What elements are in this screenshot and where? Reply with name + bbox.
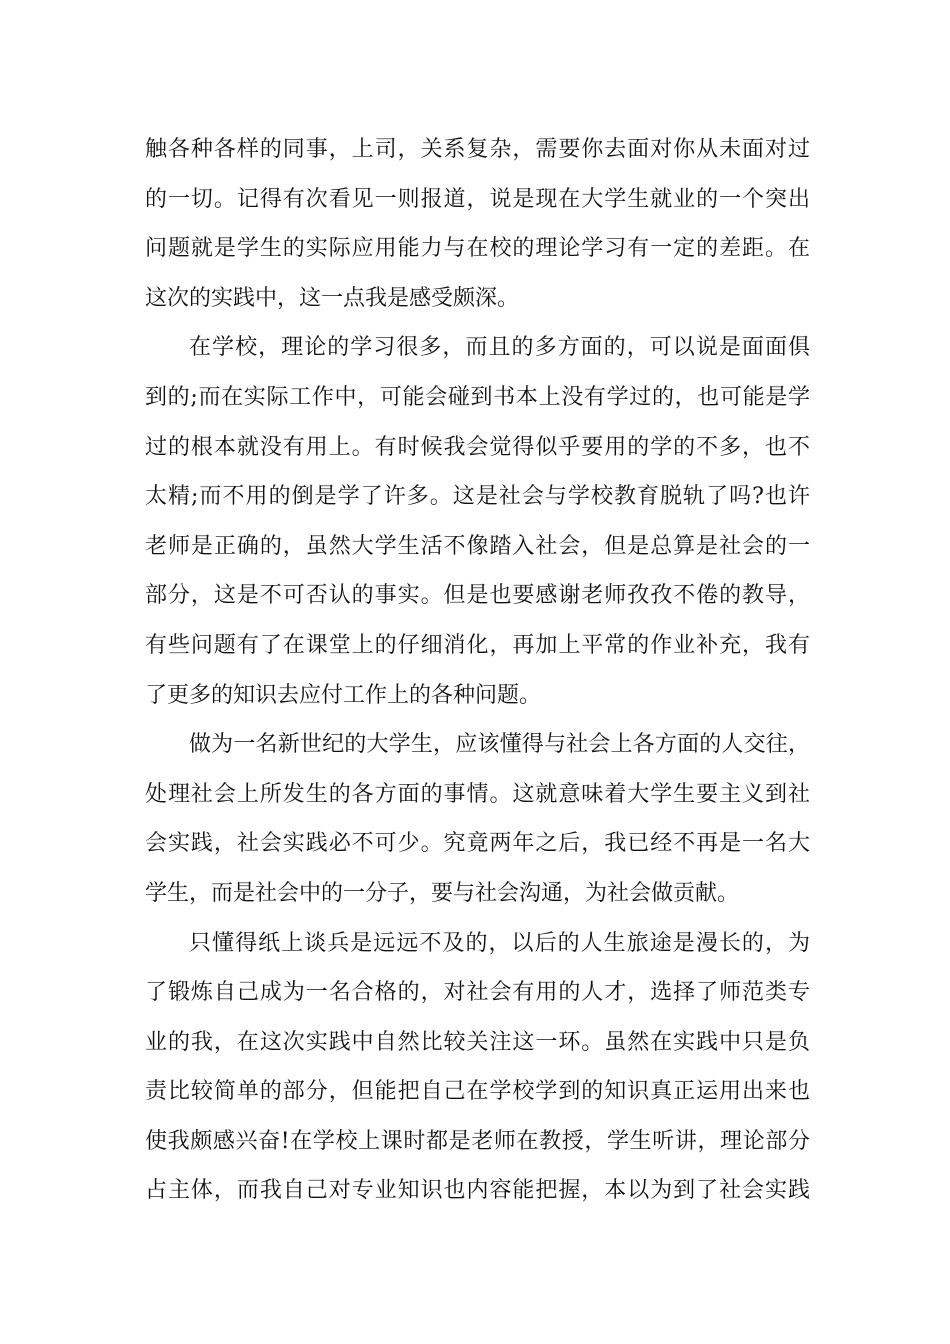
text-line: 学生，而是社会中的一分子，要与社会沟通，为社会做贡献。 <box>145 880 740 906</box>
text-line: 触各种各样的同事，上司，关系复杂，需要你去面对你从未面对过 <box>145 137 810 162</box>
text-line: 使我颇感兴奋!在学校上课时都是老师在教授，学生听讲，理论部分 <box>145 1128 810 1154</box>
text-line: 部分，这是不可否认的事实。但是也要感谢老师孜孜不倦的教导， <box>145 583 810 609</box>
text-line: 只懂得纸上谈兵是远远不及的，以后的人生旅途是漫长的，为 <box>189 930 810 956</box>
paragraph <box>145 919 810 1217</box>
text-line: 这次的实践中，这一点我是感受颇深。 <box>145 285 520 311</box>
text-line: 了更多的知识去应付工作上的各种问题。 <box>145 682 542 708</box>
text-line: 会实践，社会实践必不可少。究竟两年之后，我已经不再是一名大 <box>145 831 810 857</box>
paragraph <box>145 323 810 720</box>
text-line: 占主体，而我自己对专业知识也内容能把握，本以为到了社会实践 <box>145 1178 810 1204</box>
text-line: 在学校，理论的学习很多，而且的多方面的，可以说是面面俱 <box>189 335 810 361</box>
text-line: 处理社会上所发生的各方面的事情。这就意味着大学生要主义到社 <box>145 781 810 807</box>
text-line: 老师是正确的，虽然大学生活不像踏入社会，但是总算是社会的一 <box>145 533 810 559</box>
text-line: 业的我，在这次实践中自然比较关注这一环。虽然在实践中只是负 <box>145 1029 810 1055</box>
paragraph <box>145 125 810 323</box>
body-text <box>145 125 810 1216</box>
text-line: 太精;而不用的倒是学了许多。这是社会与学校教育脱轨了吗?也许 <box>145 484 810 510</box>
text-line: 过的根本就没有用上。有时候我会觉得似乎要用的学的不多，也不 <box>145 434 810 460</box>
text-line: 到的;而在实际工作中，可能会碰到书本上没有学过的，也可能是学 <box>145 384 810 410</box>
text-line: 有些问题有了在课堂上的仔细消化，再加上平常的作业补充，我有 <box>145 632 810 658</box>
text-line: 做为一名新世纪的大学生，应该懂得与社会上各方面的人交往， <box>189 732 810 758</box>
text-line: 问题就是学生的实际应用能力与在校的理论学习有一定的差距。在 <box>145 236 810 262</box>
text-line: 责比较简单的部分，但能把自己在学校学到的知识真正运用出来也 <box>145 1079 810 1105</box>
text-line: 的一切。记得有次看见一则报道，说是现在大学生就业的一个突出 <box>145 186 810 212</box>
text-line: 了锻炼自己成为一名合格的，对社会有用的人才，选择了师范类专 <box>145 980 810 1006</box>
paragraph <box>145 720 810 918</box>
